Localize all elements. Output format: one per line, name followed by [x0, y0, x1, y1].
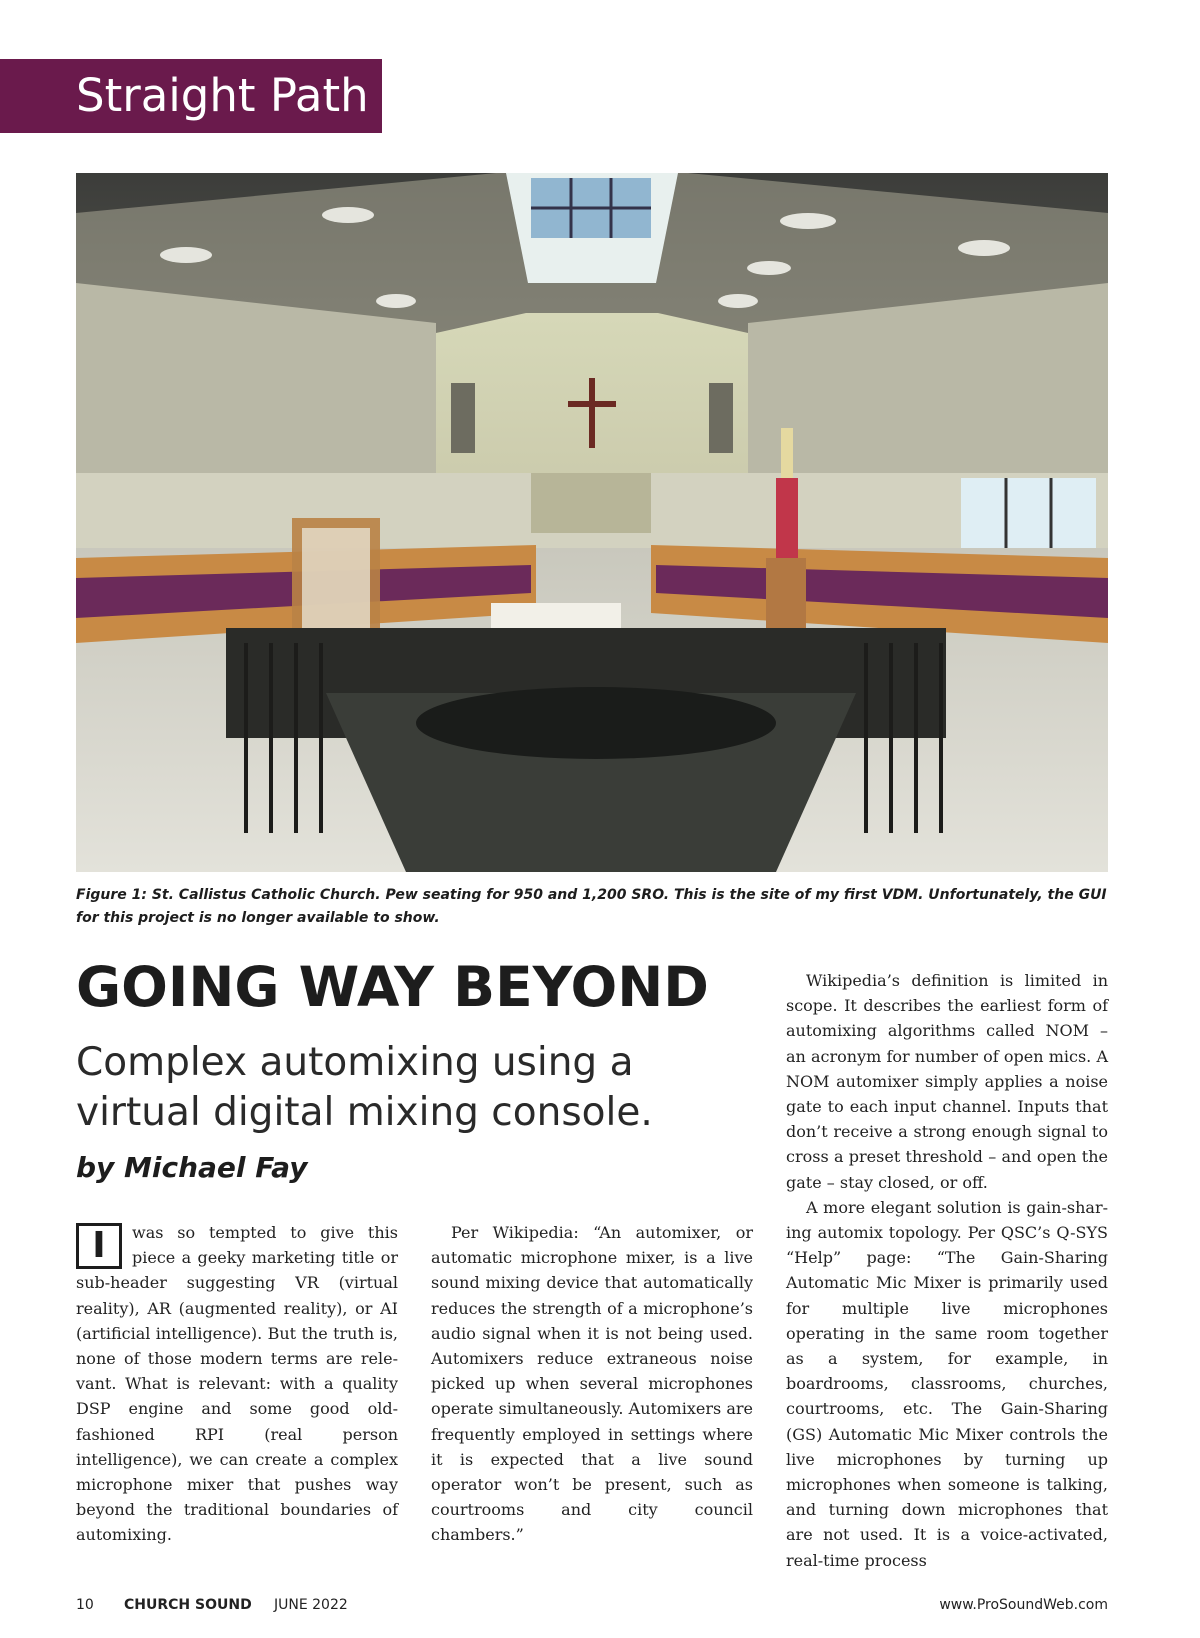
- page-number: 10: [76, 1597, 94, 1613]
- article-byline: by Michael Fay: [76, 1151, 308, 1184]
- figure-caption: Figure 1: St. Callistus Catholic Church. Pew seating for 950 and 1,200 SRO. This is the site of my first VDM. Unfortunately, the GUI for this project is no longer available to show.: [76, 887, 1107, 926]
- page-footer: [76, 1594, 1108, 1616]
- section-title: Straight Path: [76, 69, 369, 122]
- body-paragraph: Wikipedia’s definition is limited in scope. It describes the earliest form of automixing algorithms called NOM – an acronym for number of open mics. A NOM automixer simply applies a noise gate to each input channel. Inputs that don’t receive a strong enough signal to cross a preset threshold – and open the gate – stay closed, or off.: [786, 971, 1108, 1192]
- body-paragraph: was so tempted to give this piece a geeky marketing title or sub-header suggesting VR (virtual reality), AR (augmented reality), or AI (artificial intelligence). But the truth is, none of those modern terms are rele-vant. What is relevant: with a quality DSP engine and some good old-fashioned RPI (real person intelligence), we can create a complex microphone mixer that pushes way beyond the traditional boundaries of automixing.: [76, 1223, 398, 1545]
- article-headline: GOING WAY BEYOND: [76, 955, 709, 1019]
- drop-cap: I: [76, 1223, 122, 1269]
- church-photo-illustration: [76, 173, 1108, 872]
- publication-name: CHURCH SOUND: [124, 1597, 252, 1613]
- article-subhead: Complex automixing using a virtual digital mixing console.: [76, 1040, 653, 1135]
- church-interior-photo: [76, 173, 1108, 872]
- body-column-3: [786, 968, 1108, 1573]
- body-column-2: [431, 1220, 753, 1548]
- body-paragraph: Per Wikipedia: “An automixer, or automatic microphone mixer, is a live sound mixing device that automatically reduces the strength of a microphone’s audio signal when it is not being used. Automixers reduce extraneous noise picked up when several microphones operate simultaneously. Automixers are frequently employed in settings where it is expected that a live sound operator won’t be present, such as courtrooms and city council chambers.”: [431, 1223, 753, 1545]
- section-banner: [0, 59, 382, 133]
- body-column-1: [76, 1220, 398, 1548]
- body-paragraph: A more elegant solution is gain-shar-ing automix topology. Per QSC’s Q-SYS “Help” page: “The Gain-Sharing Automatic Mic Mixer is primarily used for multiple live microphones operating in the same room together as a system, for example, in boardrooms, classrooms, churches, courtrooms, etc. The Gain-Sharing (GS) Automatic Mic Mixer controls the live microphones by turning up microphones when someone is talking, and turning down microphones that are not used. It is a voice-activated, real-time process: [786, 1197, 1108, 1570]
- issue-date: JUNE 2022: [274, 1597, 348, 1613]
- website-link[interactable]: www.ProSoundWeb.com: [939, 1597, 1108, 1613]
